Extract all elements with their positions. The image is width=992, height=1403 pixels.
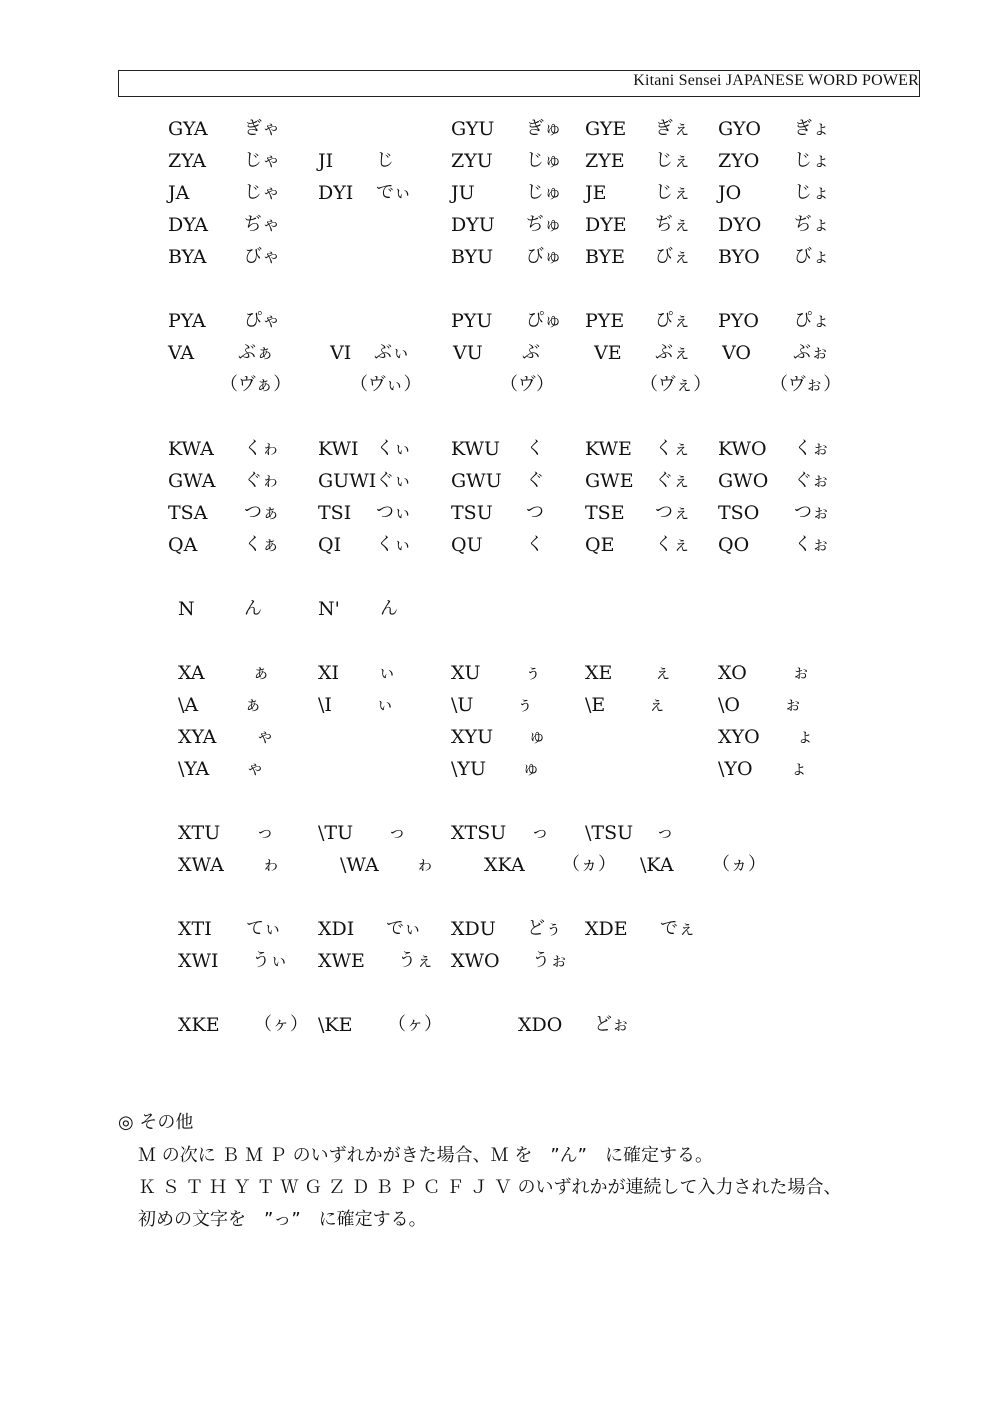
kana-cell: でぃ (386, 918, 422, 939)
romaji-cell: BYU (451, 246, 494, 268)
kana-cell: ぐ (526, 470, 544, 491)
kana-cell: ぢょ (794, 214, 830, 235)
romaji-cell: XDI (318, 918, 355, 940)
kana-cell: ぴゃ (244, 310, 280, 331)
romaji-cell: \YU (451, 758, 486, 780)
romaji-cell: XTU (178, 822, 221, 844)
kana-cell: ぉ (784, 694, 802, 715)
romaji-cell: GWA (168, 470, 216, 492)
romaji-cell: ZYA (168, 150, 206, 172)
romaji-cell: BYA (168, 246, 207, 268)
romaji-cell: GYU (451, 118, 495, 140)
kana-cell: ぐぃ (376, 470, 412, 491)
romaji-cell: JI (318, 150, 334, 172)
kana-cell: ぎぇ (655, 118, 691, 139)
romaji-cell: TSI (318, 502, 352, 524)
kana-cell: どぉ (594, 1014, 630, 1035)
kana-cell: じゅ (526, 182, 562, 203)
romaji-cell: QU (451, 534, 483, 556)
romaji-cell: XWE (318, 950, 365, 972)
romaji-cell: \O (718, 694, 740, 716)
kana-cell: ぴょ (794, 310, 830, 331)
kana-cell: く (526, 438, 544, 459)
kana-cell: じょ (794, 182, 830, 203)
kana-cell: ゃ (246, 758, 264, 779)
kana-cell: （ヴぇ） (640, 374, 712, 395)
kana-cell: ぅ (524, 662, 542, 683)
kana-cell: じぇ (655, 150, 691, 171)
romaji-cell: XU (451, 662, 481, 684)
kana-cell: （ヴぃ） (350, 374, 422, 395)
kana-cell: つ (526, 502, 544, 523)
kana-cell: ん (380, 598, 398, 619)
kana-cell: ぇ (654, 662, 672, 683)
romaji-cell: VU (453, 342, 483, 364)
kana-cell: びょ (794, 246, 830, 267)
romaji-cell: \YO (718, 758, 753, 780)
kana-cell: びぇ (655, 246, 691, 267)
kana-cell: じゃ (244, 182, 280, 203)
romaji-cell: JO (718, 182, 742, 204)
kana-cell: ぃ (378, 662, 396, 683)
romaji-cell: KWO (718, 438, 767, 460)
kana-cell: ぉ (792, 662, 810, 683)
kana-cell: でぃ (376, 182, 412, 203)
kana-cell: っ (256, 822, 274, 843)
romaji-cell: GYO (718, 118, 761, 140)
kana-cell: く (526, 534, 544, 555)
romaji-cell: \U (451, 694, 474, 716)
kana-cell: うぃ (252, 950, 288, 971)
romaji-cell: JE (585, 182, 607, 204)
romaji-cell: \A (178, 694, 199, 716)
kana-cell: くぉ (794, 438, 830, 459)
kana-cell: （ヴぉ） (770, 374, 842, 395)
kana-cell: じゅ (526, 150, 562, 171)
kana-cell: ゅ (528, 726, 546, 747)
romaji-cell: QE (585, 534, 615, 556)
kana-cell: ょ (796, 726, 814, 747)
romaji-cell: \E (585, 694, 606, 716)
romaji-cell: DYO (718, 214, 762, 236)
romaji-cell: GWE (585, 470, 634, 492)
kana-cell: くぃ (376, 534, 412, 555)
romaji-cell: XI (318, 662, 340, 684)
romaji-cell: \I (318, 694, 332, 716)
kana-cell: ゎ (262, 854, 280, 875)
notes-line-3: 初めの文字を ”っ” に確定する。 (138, 1209, 427, 1230)
romaji-cell: \WA (340, 854, 379, 876)
romaji-cell: XO (718, 662, 747, 684)
romaji-cell: XWA (178, 854, 224, 876)
kana-cell: ゎ (416, 854, 434, 875)
romaji-cell: GYA (168, 118, 208, 140)
kana-cell: ゃ (256, 726, 274, 747)
romaji-cell: DYA (168, 214, 209, 236)
kana-cell: じょ (794, 150, 830, 171)
kana-cell: うぇ (398, 950, 434, 971)
kana-cell: つぁ (244, 502, 280, 523)
romaji-cell: GUWI (318, 470, 377, 492)
romaji-cell: PYE (585, 310, 625, 332)
kana-cell: っ (531, 822, 549, 843)
romaji-cell: XWI (178, 950, 219, 972)
romaji-cell: PYA (168, 310, 206, 332)
romaji-cell: N' (318, 598, 340, 620)
romaji-cell: VO (722, 342, 751, 364)
romaji-cell: QA (168, 534, 198, 556)
notes-line-1: Ｍ の次に Ｂ Ｍ Ｐ のいずれかがきた場合、Ｍ を ”ん” に確定する。 (138, 1145, 713, 1166)
kana-cell: っ (388, 822, 406, 843)
kana-cell: くぉ (794, 534, 830, 555)
romaji-cell: XYU (451, 726, 494, 748)
romaji-cell: QO (718, 534, 750, 556)
romaji-cell: XTSU (451, 822, 507, 844)
kana-cell: どぅ (527, 918, 563, 939)
romaji-cell: \KA (640, 854, 674, 876)
romaji-cell: ZYU (451, 150, 493, 172)
kana-cell: ぁ (244, 694, 262, 715)
romaji-cell: \YA (178, 758, 210, 780)
kana-cell: ぶぁ (238, 342, 274, 363)
romaji-cell: KWI (318, 438, 359, 460)
romaji-cell: N (178, 598, 195, 620)
notes-heading: ◎ その他 (118, 1112, 194, 1133)
kana-cell: っ (656, 822, 674, 843)
kana-cell: つぉ (794, 502, 830, 523)
kana-cell: （ヶ） (254, 1014, 308, 1035)
kana-cell: ぢぇ (655, 214, 691, 235)
kana-cell: うぉ (532, 950, 568, 971)
kana-cell: ぅ (516, 694, 534, 715)
romaji-cell: XE (585, 662, 613, 684)
kana-cell: じぇ (655, 182, 691, 203)
romaji-cell: VE (594, 342, 622, 364)
kana-cell: つぇ (655, 502, 691, 523)
kana-cell: ぴぇ (655, 310, 691, 331)
kana-cell: ょ (790, 758, 808, 779)
kana-cell: ぃ (376, 694, 394, 715)
romaji-cell: XDE (585, 918, 628, 940)
romaji-cell: TSO (718, 502, 760, 524)
kana-cell: つぃ (376, 502, 412, 523)
romaji-cell: ZYO (718, 150, 760, 172)
kana-cell: ぶぃ (374, 342, 410, 363)
romaji-cell: GYE (585, 118, 627, 140)
romaji-cell: VA (168, 342, 195, 364)
romaji-cell: XYA (178, 726, 217, 748)
romaji-cell: KWU (451, 438, 501, 460)
kana-cell: くぇ (655, 534, 691, 555)
romaji-cell: DYU (451, 214, 495, 236)
kana-cell: ぐゎ (244, 470, 280, 491)
romaji-cell: ZYE (585, 150, 625, 172)
kana-cell: ぶぉ (793, 342, 829, 363)
kana-cell: じ (376, 150, 394, 171)
romaji-cell: PYO (718, 310, 759, 332)
kana-cell: くぇ (655, 438, 691, 459)
kana-cell: ぇ (648, 694, 666, 715)
romaji-cell: XWO (451, 950, 500, 972)
romaji-cell: DYE (585, 214, 627, 236)
kana-cell: （ヵ） (562, 854, 616, 875)
romaji-cell: GWU (451, 470, 502, 492)
kana-cell: ぐぉ (794, 470, 830, 491)
romaji-cell: KWA (168, 438, 214, 460)
romaji-cell: XA (178, 662, 205, 684)
kana-cell: ゅ (522, 758, 540, 779)
romaji-cell: XKE (178, 1014, 220, 1036)
notes-line-2: Ｋ Ｓ Ｔ Ｈ Ｙ Ｔ Ｗ Ｇ Ｚ Ｄ Ｂ Ｐ Ｃ Ｆ Ｊ Ｖ のいずれかが連続して入力された場合、 (138, 1177, 842, 1198)
header-title: Kitani Sensei JAPANESE WORD POWER (633, 72, 919, 89)
kana-cell: くぃ (376, 438, 412, 459)
kana-cell: くぁ (244, 534, 280, 555)
kana-cell: ん (244, 598, 262, 619)
romaji-cell: XDU (451, 918, 496, 940)
header-box (118, 70, 920, 97)
romaji-cell: QI (318, 534, 342, 556)
kana-cell: でぇ (660, 918, 696, 939)
kana-cell: じゃ (244, 150, 280, 171)
kana-cell: （ヵ） (712, 854, 766, 875)
romaji-cell: JA (168, 182, 190, 204)
kana-cell: （ヴぁ） (220, 374, 292, 395)
romaji-cell: DYI (318, 182, 354, 204)
kana-cell: ぢゃ (244, 214, 280, 235)
kana-cell: ぢゅ (526, 214, 562, 235)
romaji-cell: XKA (484, 854, 525, 876)
kana-cell: てぃ (246, 918, 282, 939)
romaji-cell: XYO (718, 726, 760, 748)
romaji-cell: GWO (718, 470, 769, 492)
romaji-cell: BYO (718, 246, 760, 268)
romaji-cell: XDO (518, 1014, 563, 1036)
romaji-cell: TSE (585, 502, 625, 524)
romaji-cell: BYE (585, 246, 626, 268)
kana-cell: ぶ (522, 342, 540, 363)
romaji-cell: VI (330, 342, 352, 364)
romaji-cell: \TSU (585, 822, 634, 844)
romaji-cell: TSA (168, 502, 208, 524)
kana-cell: （ヴ） (500, 374, 554, 395)
romaji-cell: TSU (451, 502, 493, 524)
romaji-cell: XTI (178, 918, 212, 940)
kana-cell: ぁ (252, 662, 270, 683)
romaji-cell: \TU (318, 822, 354, 844)
romaji-cell: KWE (585, 438, 632, 460)
kana-cell: ぐぇ (655, 470, 691, 491)
romaji-cell: \KE (318, 1014, 353, 1036)
kana-cell: びゅ (526, 246, 562, 267)
kana-cell: びゃ (244, 246, 280, 267)
romaji-cell: PYU (451, 310, 493, 332)
kana-cell: くゎ (244, 438, 280, 459)
kana-cell: ぎゅ (526, 118, 562, 139)
kana-cell: ぴゅ (526, 310, 562, 331)
kana-cell: （ヶ） (388, 1014, 442, 1035)
kana-cell: ぎゃ (244, 118, 280, 139)
kana-cell: ぶぇ (655, 342, 691, 363)
kana-cell: ぎょ (794, 118, 830, 139)
romaji-cell: JU (451, 182, 475, 204)
